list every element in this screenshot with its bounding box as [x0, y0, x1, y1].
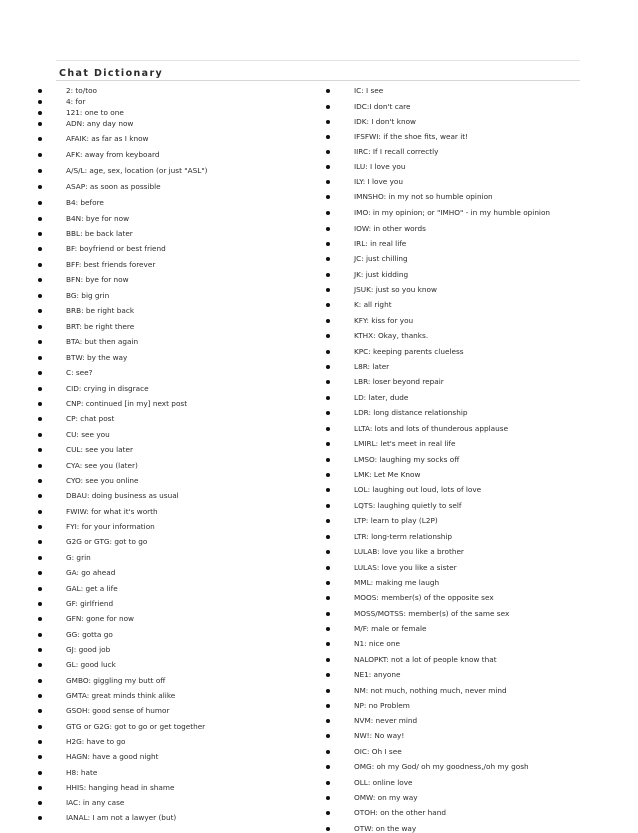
term-definition: IRL: in real life: [354, 239, 407, 248]
term-definition: GTG or G2G: got to go or get together: [66, 722, 206, 731]
term-definition: ASAP: as soon as possible: [66, 182, 161, 191]
term-definition: 121: one to one: [66, 108, 124, 117]
term-definition: OTW: on the way: [354, 824, 417, 833]
bullet-icon: [326, 135, 330, 139]
bullet-icon: [326, 550, 330, 554]
term-definition: HHIS: hanging head in shame: [66, 783, 175, 792]
term-definition: GSOH: good sense of humor: [66, 706, 170, 715]
term-definition: NVM: never mind: [354, 716, 418, 725]
bullet-icon: [326, 765, 330, 769]
term-definition: KFY: kiss for you: [354, 316, 414, 325]
term-definition: G: grin: [66, 553, 91, 562]
bullet-icon: [38, 617, 42, 621]
term-definition: LULAB: love you like a brother: [354, 547, 464, 556]
term-definition: IC: I see: [354, 86, 384, 95]
bullet-icon: [326, 566, 330, 570]
bullet-icon: [38, 464, 42, 468]
term-definition: OIC: Oh I see: [354, 747, 402, 756]
term-definition: CU: see you: [66, 430, 110, 439]
bullet-icon: [38, 587, 42, 591]
term-definition: BG: big grin: [66, 291, 110, 300]
bullet-icon: [326, 642, 330, 646]
bullet-icon: [326, 704, 330, 708]
bullet-icon: [38, 663, 42, 667]
bullet-icon: [326, 535, 330, 539]
bullet-icon: [326, 257, 330, 261]
bullet-icon: [38, 679, 42, 683]
bullet-icon: [38, 786, 42, 790]
term-definition: CID: crying in disgrace: [66, 384, 149, 393]
term-definition: LMIRL: let's meet in real life: [354, 439, 456, 448]
term-definition: AFK: away from keyboard: [66, 150, 160, 159]
term-definition: C: see?: [66, 368, 93, 377]
bullet-icon: [326, 458, 330, 462]
term-definition: IDK: I don't know: [354, 117, 416, 126]
term-definition: NE1: anyone: [354, 670, 401, 679]
term-definition: GMBO: giggling my butt off: [66, 676, 166, 685]
term-definition: LQTS: laughing quietly to self: [354, 501, 462, 510]
term-definition: M/F: male or female: [354, 624, 427, 633]
bullet-icon: [326, 719, 330, 723]
bullet-icon: [326, 796, 330, 800]
bullet-icon: [326, 365, 330, 369]
bullet-icon: [326, 473, 330, 477]
bullet-icon: [326, 288, 330, 292]
page-title: Chat Dictionary: [59, 68, 164, 79]
bullet-icon: [326, 427, 330, 431]
bullet-icon: [38, 494, 42, 498]
bullet-icon: [326, 319, 330, 323]
bullet-icon: [38, 816, 42, 820]
term-definition: GFN: gone for now: [66, 614, 135, 623]
bullet-icon: [38, 232, 42, 236]
term-definition: BFF: best friends forever: [66, 260, 156, 269]
bullet-icon: [38, 356, 42, 360]
bullet-icon: [326, 303, 330, 307]
term-definition: DBAU: doing business as usual: [66, 491, 179, 500]
term-definition: LBR: loser beyond repair: [354, 377, 444, 386]
bullet-icon: [38, 247, 42, 251]
left-term-list: [38, 86, 308, 822]
bullet-icon: [326, 165, 330, 169]
term-definition: BFN: bye for now: [66, 275, 129, 284]
bullet-icon: [326, 750, 330, 754]
bullet-icon: [326, 89, 330, 93]
top-divider: [56, 60, 580, 61]
term-definition: IANAL: I am not a lawyer (but): [66, 813, 177, 822]
bullet-icon: [38, 153, 42, 157]
bullet-icon: [326, 242, 330, 246]
term-definition: FYI: for your information: [66, 522, 155, 531]
term-definition: L8R: later: [354, 362, 390, 371]
term-definition: IFSFWI: if the shoe fits, wear it!: [354, 132, 469, 141]
bullet-icon: [326, 350, 330, 354]
term-definition: CYA: see you (later): [66, 461, 138, 470]
term-definition: GAL: get a life: [66, 584, 118, 593]
term-definition: AFAIK: as far as I know: [66, 134, 149, 143]
bullet-icon: [38, 709, 42, 713]
term-definition: 4: for: [66, 97, 86, 106]
bullet-icon: [38, 340, 42, 344]
term-definition: OLL: online love: [354, 778, 413, 787]
bullet-icon: [38, 648, 42, 652]
term-definition: NALOPKT: not a lot of people know that: [354, 655, 497, 664]
term-definition: CUL: see you later: [66, 445, 133, 454]
term-definition: N1: nice one: [354, 639, 400, 648]
term-definition: IIRC: If I recall correctly: [354, 147, 439, 156]
term-definition: GL: good luck: [66, 660, 116, 669]
bullet-icon: [38, 169, 42, 173]
bullet-icon: [38, 417, 42, 421]
right-term-list: [326, 86, 626, 833]
bullet-icon: [38, 111, 42, 115]
bullet-icon: [38, 479, 42, 483]
bullet-icon: [38, 89, 42, 93]
term-definition: LMK: Let Me Know: [354, 470, 421, 479]
bullet-icon: [326, 211, 330, 215]
bullet-icon: [326, 781, 330, 785]
term-definition: JSUK: just so you know: [354, 285, 437, 294]
term-definition: BF: boyfriend or best friend: [66, 244, 166, 253]
bullet-icon: [326, 442, 330, 446]
title-divider: [56, 80, 580, 81]
term-definition: IOW: in other words: [354, 224, 426, 233]
bullet-icon: [326, 334, 330, 338]
term-definition: IMO: in my opinion; or "IMHO" - in my humble opinion: [354, 208, 551, 217]
term-definition: NP: no Problem: [354, 701, 410, 710]
term-definition: GJ: good job: [66, 645, 111, 654]
bullet-icon: [326, 827, 330, 831]
term-definition: IAC: in any case: [66, 798, 125, 807]
term-definition: BTA: but then again: [66, 337, 139, 346]
term-definition: LTP: learn to play (L2P): [354, 516, 438, 525]
bullet-icon: [38, 448, 42, 452]
term-definition: BRT: be right there: [66, 322, 135, 331]
bullet-icon: [38, 725, 42, 729]
bullet-icon: [326, 627, 330, 631]
term-definition: MML: making me laugh: [354, 578, 440, 587]
term-definition: G2G or GTG: got to go: [66, 537, 148, 546]
term-definition: B4N: bye for now: [66, 214, 130, 223]
bullet-icon: [326, 519, 330, 523]
term-definition: CP: chat post: [66, 414, 115, 423]
bullet-icon: [38, 556, 42, 560]
bullet-icon: [38, 325, 42, 329]
bullet-icon: [38, 771, 42, 775]
term-definition: CYO: see you online: [66, 476, 139, 485]
term-definition: NM: not much, nothing much, never mind: [354, 686, 507, 695]
term-definition: H8: hate: [66, 768, 98, 777]
bullet-icon: [38, 633, 42, 637]
term-definition: A/S/L: age, sex, location (or just "ASL"): [66, 166, 208, 175]
term-definition: H2G: have to go: [66, 737, 126, 746]
term-definition: JK: just kidding: [354, 270, 409, 279]
bullet-icon: [38, 137, 42, 141]
bullet-icon: [38, 100, 42, 104]
term-definition: LULAS: love you like a sister: [354, 563, 457, 572]
term-definition: BBL: be back later: [66, 229, 133, 238]
bullet-icon: [38, 540, 42, 544]
term-definition: NW!: No way!: [354, 731, 405, 740]
term-definition: MOSS/MOTSS: member(s) of the same sex: [354, 609, 510, 618]
term-definition: K: all right: [354, 300, 392, 309]
bullet-icon: [38, 185, 42, 189]
term-definition: LMSO: laughing my socks off: [354, 455, 460, 464]
bullet-icon: [326, 488, 330, 492]
term-definition: GMTA: great minds think alike: [66, 691, 176, 700]
bullet-icon: [326, 689, 330, 693]
bullet-icon: [326, 195, 330, 199]
term-definition: MOOS: member(s) of the opposite sex: [354, 593, 494, 602]
bullet-icon: [326, 396, 330, 400]
term-definition: FWIW: for what it's worth: [66, 507, 158, 516]
term-definition: JC: just chilling: [354, 254, 408, 263]
bullet-icon: [38, 510, 42, 514]
term-definition: CNP: continued [in my] next post: [66, 399, 188, 408]
bullet-icon: [326, 612, 330, 616]
bullet-icon: [326, 596, 330, 600]
bullet-icon: [38, 602, 42, 606]
bullet-icon: [38, 263, 42, 267]
bullet-icon: [38, 755, 42, 759]
bullet-icon: [38, 402, 42, 406]
term-definition: HAGN: have a good night: [66, 752, 159, 761]
bullet-icon: [326, 673, 330, 677]
bullet-icon: [38, 387, 42, 391]
term-definition: LDR: long distance relationship: [354, 408, 468, 417]
bullet-icon: [38, 217, 42, 221]
bullet-icon: [38, 433, 42, 437]
term-definition: 2: to/too: [66, 86, 97, 95]
bullet-icon: [326, 581, 330, 585]
bullet-icon: [326, 120, 330, 124]
bullet-icon: [38, 278, 42, 282]
term-definition: ILU: I love you: [354, 162, 406, 171]
term-definition: OMG: oh my God/ oh my goodness,/oh my gosh: [354, 762, 529, 771]
bullet-icon: [38, 740, 42, 744]
bullet-icon: [326, 811, 330, 815]
bullet-icon: [38, 371, 42, 375]
term-definition: BTW: by the way: [66, 353, 128, 362]
bullet-icon: [38, 801, 42, 805]
term-definition: LLTA: lots and lots of thunderous applause: [354, 424, 509, 433]
term-definition: ILY: I love you: [354, 177, 404, 186]
term-definition: OMW: on my way: [354, 793, 418, 802]
bullet-icon: [38, 122, 42, 126]
bullet-icon: [326, 504, 330, 508]
bullet-icon: [38, 571, 42, 575]
bullet-icon: [38, 309, 42, 313]
bullet-icon: [326, 411, 330, 415]
bullet-icon: [326, 380, 330, 384]
bullet-icon: [326, 658, 330, 662]
bullet-icon: [326, 734, 330, 738]
term-definition: OTOH: on the other hand: [354, 808, 447, 817]
term-definition: GA: go ahead: [66, 568, 116, 577]
term-definition: KTHX: Okay, thanks.: [354, 331, 429, 340]
term-definition: B4: before: [66, 198, 104, 207]
bullet-icon: [38, 294, 42, 298]
term-definition: LOL: laughing out loud, lots of love: [354, 485, 482, 494]
term-definition: LD: later, dude: [354, 393, 409, 402]
term-definition: GG: gotta go: [66, 630, 113, 639]
term-definition: ADN: any day now: [66, 119, 134, 128]
bullet-icon: [38, 201, 42, 205]
bullet-icon: [326, 273, 330, 277]
term-definition: LTR: long-term relationship: [354, 532, 453, 541]
bullet-icon: [38, 694, 42, 698]
term-definition: IMNSHO: in my not so humble opinion: [354, 192, 493, 201]
bullet-icon: [326, 150, 330, 154]
term-definition: GF: girlfriend: [66, 599, 114, 608]
term-definition: KPC: keeping parents clueless: [354, 347, 464, 356]
bullet-icon: [326, 105, 330, 109]
bullet-icon: [326, 227, 330, 231]
bullet-icon: [38, 525, 42, 529]
term-definition: BRB: be right back: [66, 306, 135, 315]
bullet-icon: [326, 180, 330, 184]
term-definition: IDC:I don't care: [354, 102, 411, 111]
